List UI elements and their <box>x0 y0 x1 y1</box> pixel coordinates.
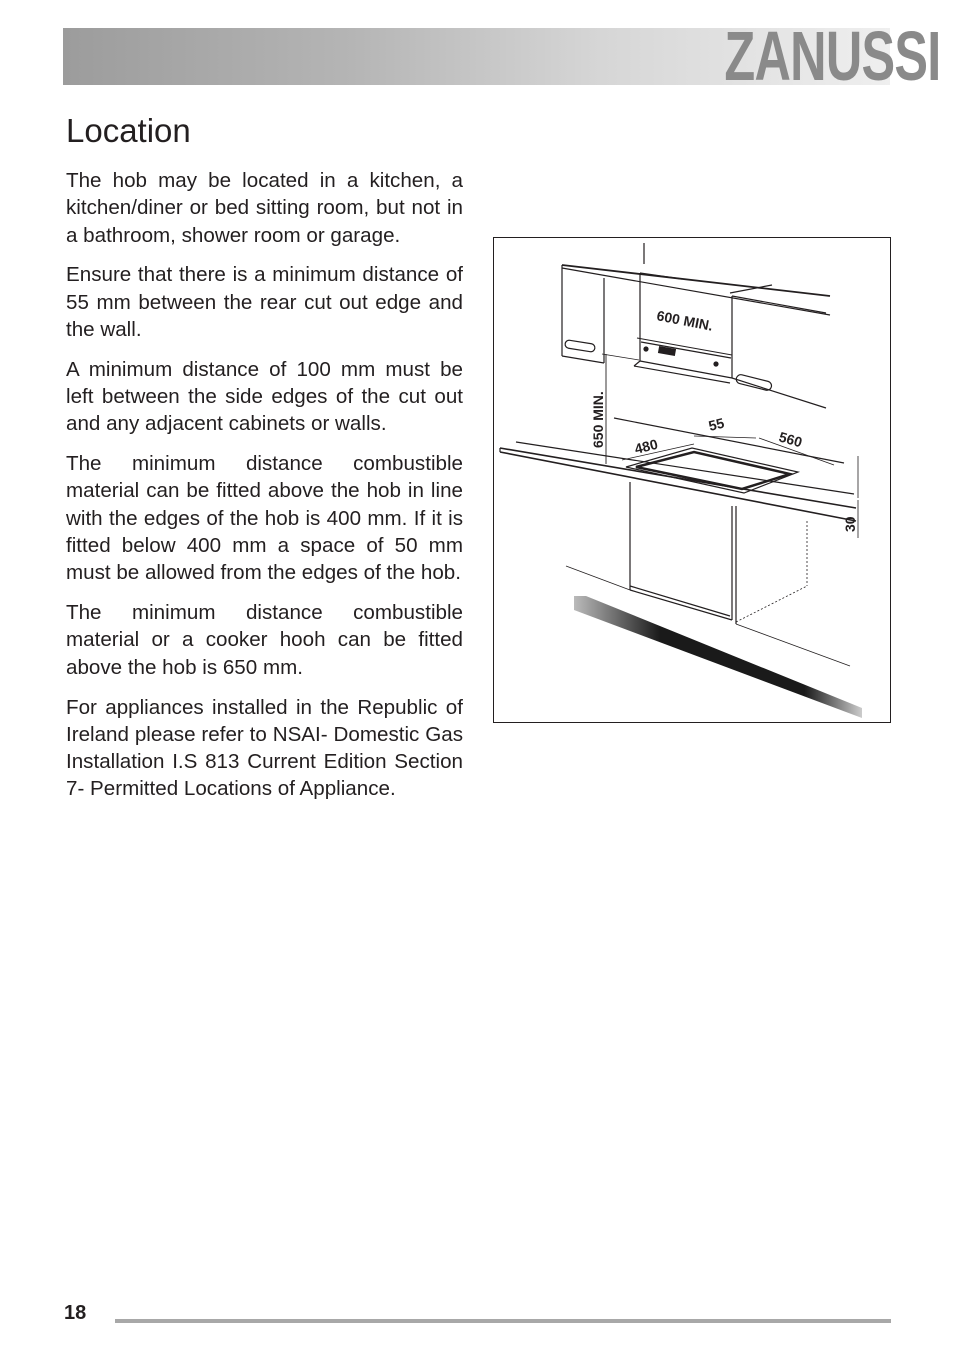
paragraph-combustible-400: The minimum distance combustible material can be fitted above the hob in line with the edges of the hob is 400 mm. If it is fitted below 400 mm a space of 50 mm must be allowed from the edges of the hob. <box>66 452 463 585</box>
paragraph-rear-distance: Ensure that there is a minimum distance of 55 mm between the rear cut out edge and the wall. <box>66 263 463 341</box>
brand-logo: ZANUSSI <box>724 17 941 95</box>
section-title: Location <box>66 112 191 149</box>
dim-height-above: 650 MIN. <box>590 391 606 448</box>
dim-cutout-width: 560 <box>777 428 805 451</box>
dim-worktop-thickness: 30 <box>842 516 858 532</box>
body-text <box>66 167 463 815</box>
dim-rear-gap: 55 <box>706 414 726 434</box>
header-bar <box>63 17 941 95</box>
paragraph-ireland: For appliances installed in the Republic of Ireland please refer to NSAI- Domestic Gas Installation I.S 813 Current Edition Section 7- Permitted Locations of Appliance. <box>66 695 463 801</box>
dim-cutout-depth: 480 <box>632 435 660 457</box>
paragraph-combustible-650: The minimum distance combustible material or a cooker hooh can be fitted above the hob is 650 mm. <box>66 601 463 679</box>
installation-diagram <box>493 237 891 723</box>
dim-hood-width: 600 MIN. <box>655 307 715 334</box>
installation-drawing <box>494 238 890 722</box>
paragraph-side-distance: A minimum distance of 100 mm must be left between the side edges of the cut out and any adjacent cabinets or walls. <box>66 357 463 436</box>
page-number: 18 <box>64 1302 87 1324</box>
paragraph-location-rooms: The hob may be located in a kitchen, a kitchen/diner or bed sitting room, but not in a bathroom, shower room or garage. <box>66 169 463 247</box>
footer-rule <box>115 1319 891 1323</box>
